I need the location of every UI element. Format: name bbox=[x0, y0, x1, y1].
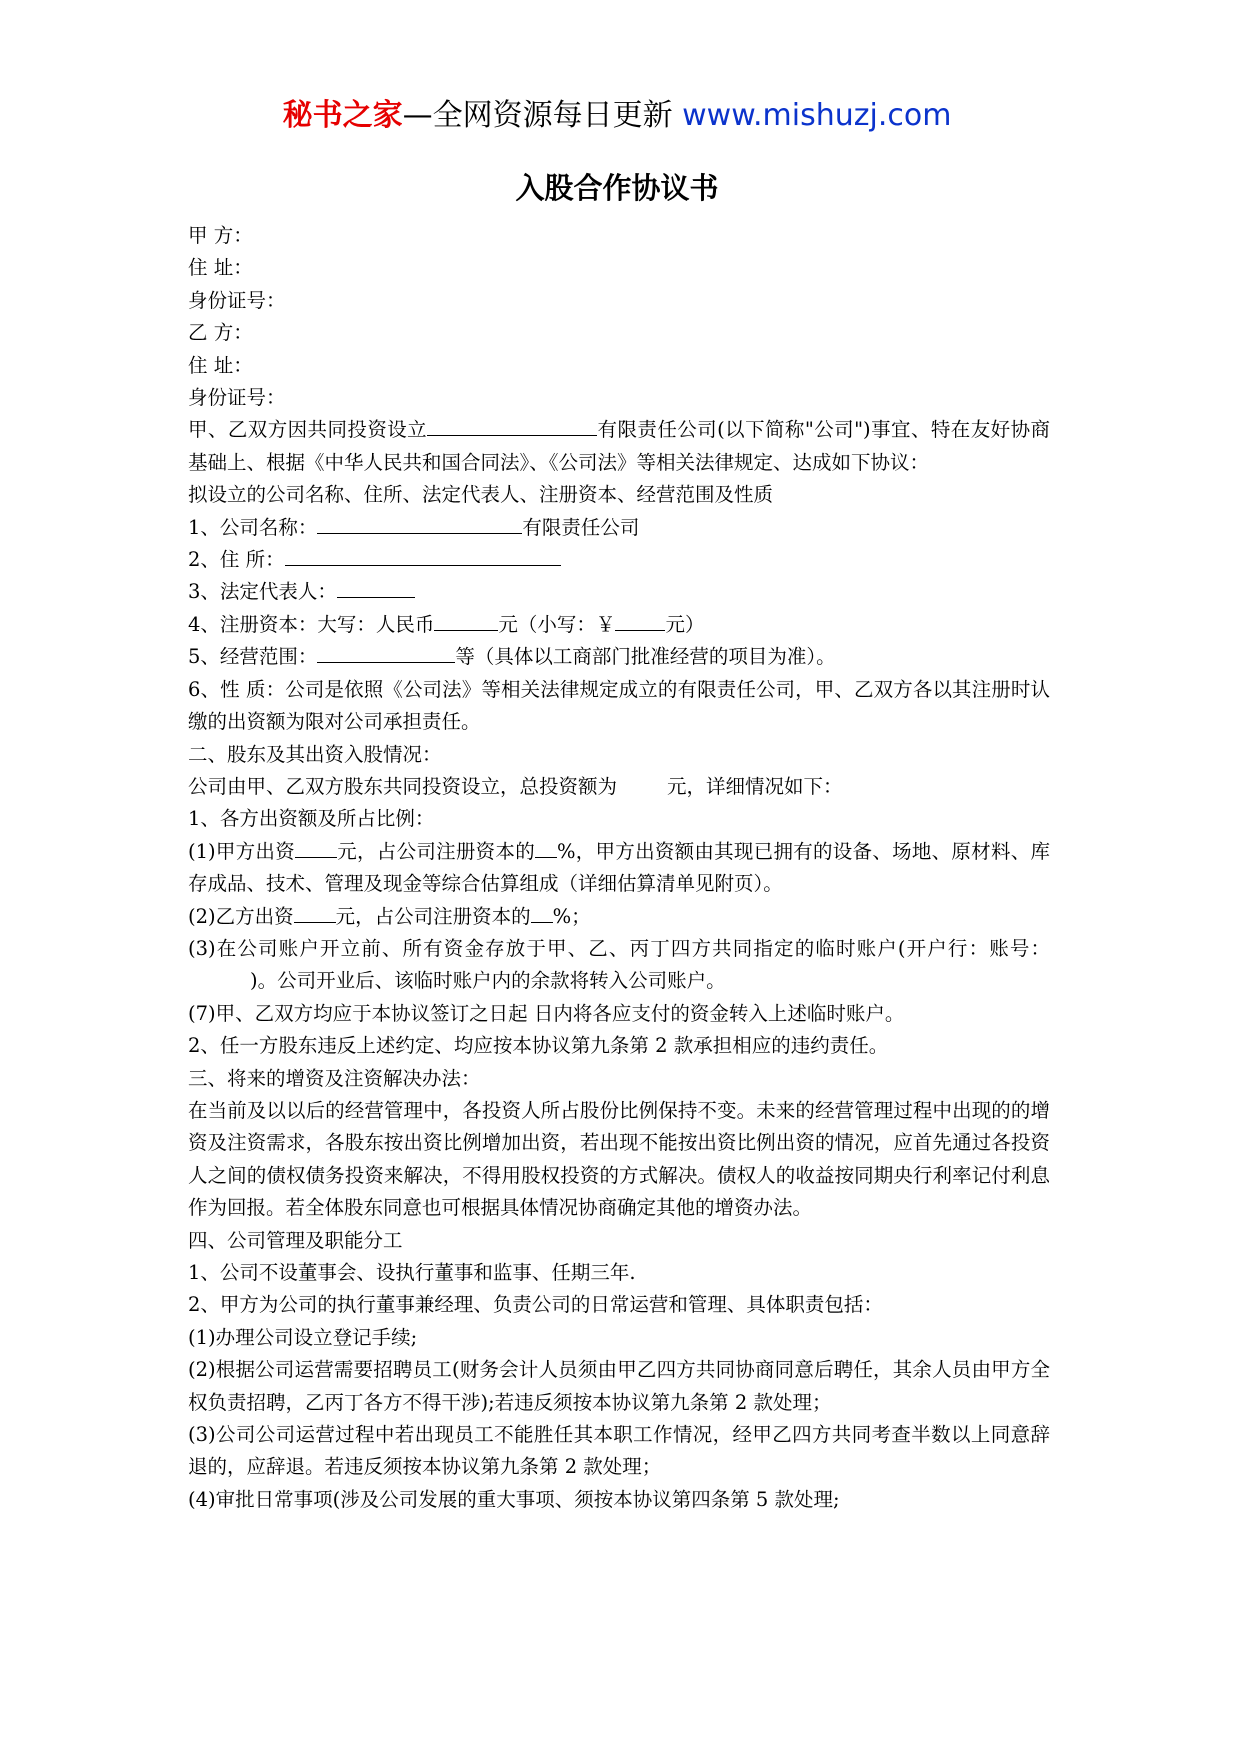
party-a-contribution-paragraph bbox=[188, 836, 1050, 901]
scope-blank[interactable] bbox=[317, 642, 455, 663]
company-name-label: 1、公司名称： bbox=[188, 515, 318, 539]
document-title: 入股合作协议书 bbox=[515, 171, 719, 205]
party-b-address-line: 住 址： bbox=[188, 353, 253, 377]
party-a-share-label: 元，占公司注册资本的 bbox=[336, 839, 535, 863]
legal-rep-blank[interactable] bbox=[337, 577, 415, 598]
company-blank[interactable] bbox=[427, 415, 597, 436]
transfer-deadline-line: (7)甲、乙双方均应于本协议签订之日起 日内将各应支付的资金转入上述临时账户。 bbox=[188, 1001, 905, 1025]
party-a-duties-line: 2、甲方为公司的执行董事兼经理、负责公司的日常运营和管理、具体职责包括： bbox=[188, 1293, 883, 1317]
party-b-share-end: %； bbox=[552, 904, 591, 928]
capital-label: 4、注册资本：大写：人民币 bbox=[188, 612, 435, 636]
party-a-contribution-detail: %，甲方出资额由其现已拥有的设备、场地、原材料、库存成品、技术、管理及现金等综合估算组成（详细估算清单见附页）。 bbox=[188, 839, 1050, 896]
party-a-id-line: 身份证号： bbox=[188, 288, 286, 312]
duty-approval-line: (4)审批日常事项(涉及公司发展的重大事项、须按本协议第四条第 5 款处理; bbox=[188, 1487, 840, 1511]
scope-label: 5、经营范围： bbox=[188, 645, 318, 669]
nature-paragraph: 6、性 质：公司是依照《公司法》等相关法律规定成立的有限责任公司，甲、乙双方各以其注册时认缴的出资额为限对公司承担责任。 bbox=[188, 677, 1050, 734]
legal-rep-label: 3、法定代表人： bbox=[188, 580, 337, 604]
address-label: 2、住 所： bbox=[188, 548, 285, 572]
section-four-heading: 四、公司管理及职能分工 bbox=[188, 1228, 403, 1252]
party-b-percent-blank[interactable] bbox=[531, 902, 553, 923]
party-a-address-line: 住 址： bbox=[188, 256, 253, 280]
duty-registration-line: (1)办理公司设立登记手续; bbox=[188, 1325, 418, 1349]
preamble-start: 甲、乙双方因共同投资设立 bbox=[188, 418, 428, 442]
site-banner bbox=[0, 98, 1234, 134]
scope-line bbox=[188, 641, 1050, 673]
temp-account-paragraph bbox=[188, 933, 1050, 998]
total-investment-label: 公司由甲、乙双方股东共同投资设立，总投资额为 bbox=[188, 774, 618, 798]
party-b-contribution-label: (2)乙方出资 bbox=[188, 904, 294, 928]
duty-dismissal-paragraph: (3)公司公司运营过程中若出现员工不能胜任其本职工作情况，经甲乙四方共同考查半数以上同意辞退的，应辞退。若违反须按本协议第九条第 2 款处理； bbox=[188, 1423, 1050, 1479]
party-b-line: 乙 方： bbox=[188, 321, 253, 345]
brand-name: 秘书之家 bbox=[282, 98, 403, 133]
site-url[interactable]: www.mishuzj.com bbox=[682, 98, 952, 133]
total-investment-end: 元，详细情况如下： bbox=[667, 774, 843, 798]
party-a-contribution-label: (1)甲方出资 bbox=[188, 839, 295, 863]
document-body bbox=[188, 220, 1050, 1516]
section-three-heading: 三、将来的增资及注资解决办法： bbox=[188, 1066, 481, 1090]
address-blank[interactable] bbox=[285, 545, 561, 566]
scope-note: 等（具体以工商部门批准经营的项目为准）。 bbox=[455, 645, 836, 669]
party-a-amount-blank[interactable] bbox=[295, 837, 337, 858]
party-b-id-line: 身份证号： bbox=[188, 386, 286, 410]
capital-mid-label: 元（小写：￥ bbox=[498, 612, 616, 636]
section-two-heading: 二、股东及其出资入股情况： bbox=[188, 742, 442, 766]
preamble-end: 有限责任公司(以下简称"公司")事宜、特在友好协商基础上、根据《中华人民共和国合同法》、《公司法》等相关法律规定、达成如下协议： bbox=[188, 418, 1050, 474]
party-b-contribution-line bbox=[188, 901, 1050, 933]
party-a-percent-blank[interactable] bbox=[535, 837, 557, 858]
capital-words-blank[interactable] bbox=[434, 610, 498, 631]
preamble-paragraph bbox=[188, 414, 1050, 479]
breach-clause-line: 2、任一方股东违反上述约定、均应按本协议第九条第 2 款承担相应的违约责任。 bbox=[188, 1034, 889, 1058]
temp-account-end: )。公司开业后、该临时账户内的余款将转入公司账户。 bbox=[250, 969, 726, 993]
party-a-line: 甲 方： bbox=[188, 224, 253, 247]
company-type-label: 有限责任公司 bbox=[522, 515, 640, 539]
capital-end-label: 元） bbox=[665, 612, 705, 636]
board-clause-line: 1、公司不设董事会、设执行董事和监事、任期三年. bbox=[188, 1261, 636, 1284]
company-name-line bbox=[188, 512, 1050, 544]
section-one-heading: 拟设立的公司名称、住所、法定代表人、注册资本、经营范围及性质 bbox=[188, 483, 774, 507]
company-name-blank[interactable] bbox=[317, 513, 522, 534]
duty-hiring-paragraph: (2)根据公司运营需要招聘员工(财务会计人员须由甲乙四方共同协商同意后聘任，其余人员由甲方全权负责招聘，乙丙丁各方不得干涉);若违反须按本协议第九条第 2 款处理； bbox=[188, 1358, 1050, 1414]
address-line bbox=[188, 544, 1050, 576]
capital-line bbox=[188, 609, 1050, 641]
party-b-share-label: 元，占公司注册资本的 bbox=[335, 904, 531, 928]
party-b-amount-blank[interactable] bbox=[294, 902, 336, 923]
contribution-heading: 1、各方出资额及所占比例： bbox=[188, 807, 435, 831]
capital-figure-blank[interactable] bbox=[615, 610, 665, 631]
banner-tagline: —全网资源每日更新 bbox=[402, 98, 683, 133]
legal-rep-line bbox=[188, 576, 1050, 608]
capital-increase-paragraph: 在当前及以以后的经营管理中，各投资人所占股份比例保持不变。未来的经营管理过程中出现的的增资及注资需求，各股东按出资比例增加出资，若出现不能按出资比例出资的情况，应首先通过各投资人之间的债权债务投资来解决，不得用股权投资的方式解决。债权人的收益按同期央行利率记付利息作为回报。若全体股东同意也可根据具体情况协商确定其他的增资办法。 bbox=[188, 1098, 1050, 1220]
total-investment-line bbox=[188, 771, 1050, 803]
temp-account-text: (3)在公司账户开立前、所有资金存放于甲、乙、丙丁四方共同指定的临时账户(开户行：账号： bbox=[188, 936, 1050, 960]
